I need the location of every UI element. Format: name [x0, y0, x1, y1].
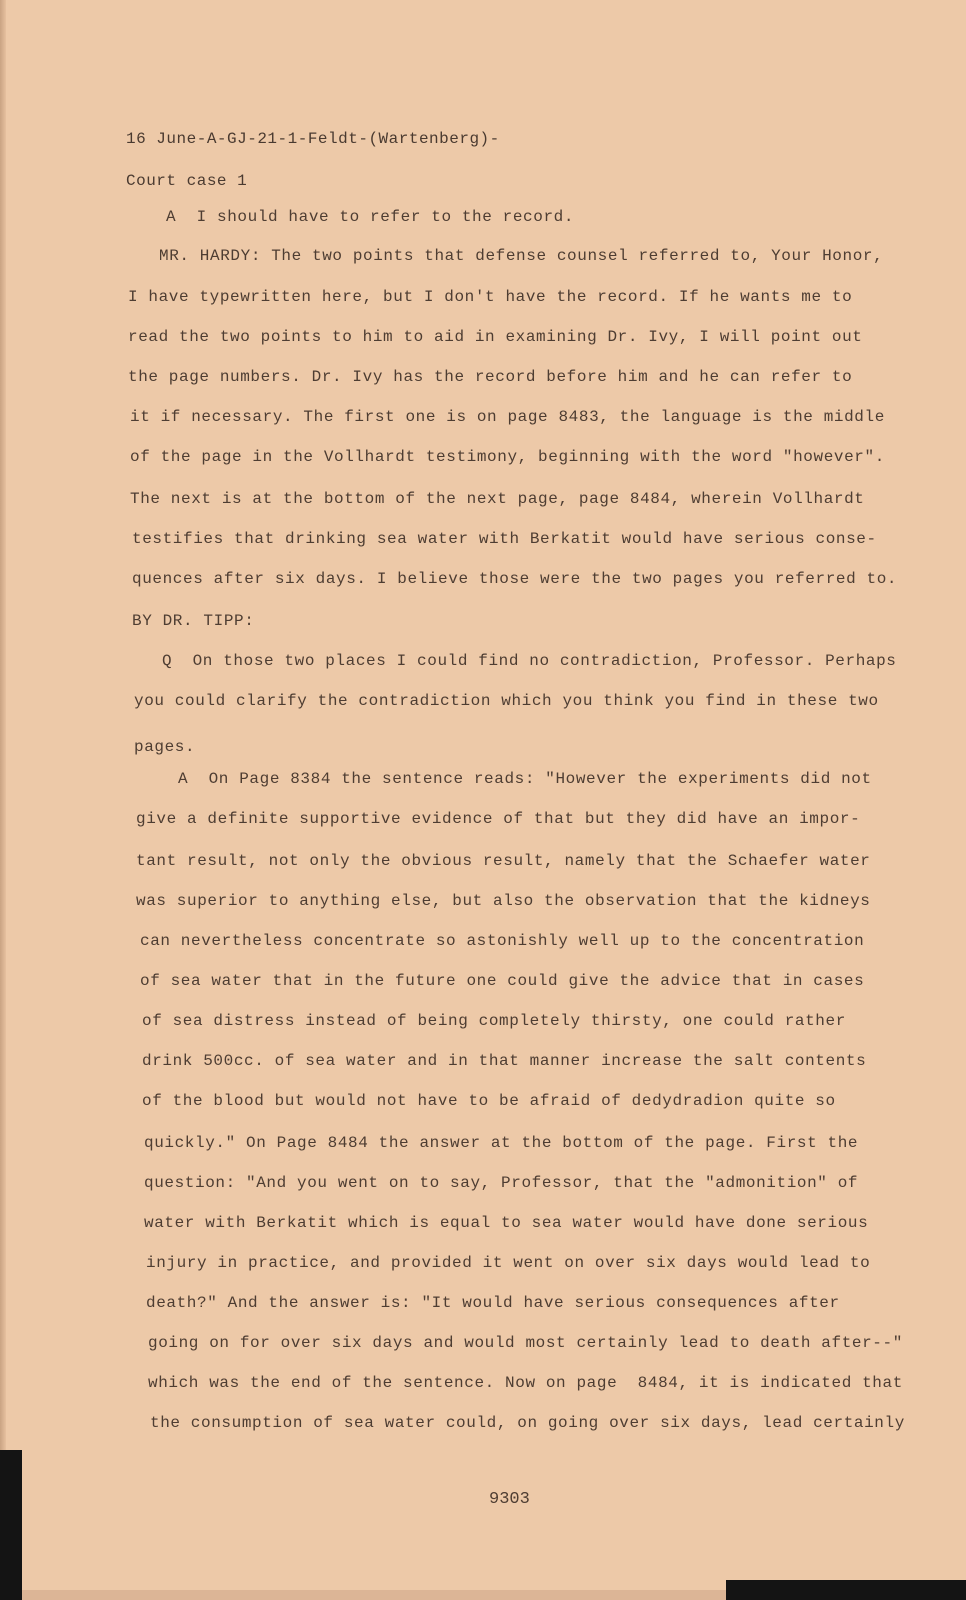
transcript-line: question: "And you went on to say, Professor, that the "admonition" of	[144, 1174, 859, 1192]
transcript-line: quences after six days. I believe those were the two pages you referred to.	[132, 570, 898, 588]
transcript-line: I have typewritten here, but I don't have the record. If he wants me to	[128, 288, 853, 306]
transcript-line: MR. HARDY: The two points that defense counsel referred to, Your Honor,	[159, 247, 884, 265]
transcript-line: of the page in the Vollhardt testimony, beginning with the word "however".	[130, 448, 885, 466]
paper-edge	[0, 0, 6, 1600]
transcript-line: A I should have to refer to the record.	[166, 208, 575, 226]
transcript-line: going on for over six days and would most certainly lead to death after--"	[148, 1334, 903, 1352]
transcript-line: testifies that drinking sea water with Berkatit would have serious conse-	[132, 530, 877, 548]
transcript-line: water with Berkatit which is equal to sea water would have done serious	[144, 1214, 869, 1232]
transcript-line: read the two points to him to aid in examining Dr. Ivy, I will point out	[128, 328, 863, 346]
transcript-line: the page numbers. Dr. Ivy has the record before him and he can refer to	[128, 368, 853, 386]
document-header: 16 June-A-GJ-21-1-Feldt-(Wartenberg)-	[126, 130, 500, 148]
transcript-line: A On Page 8384 the sentence reads: "However the experiments did not	[178, 770, 872, 788]
transcript-line: it if necessary. The first one is on page 8483, the language is the middle	[130, 408, 885, 426]
document-subheader: Court case 1	[126, 172, 248, 190]
transcript-line: can nevertheless concentrate so astonishly well up to the concentration	[140, 932, 865, 950]
transcript-line: Q On those two places I could find no contradiction, Professor. Perhaps	[162, 652, 897, 670]
transcript-line: BY DR. TIPP:	[132, 612, 255, 630]
page-number: 9303	[489, 1490, 530, 1509]
transcript-line: tant result, not only the obvious result, namely that the Schaefer water	[136, 852, 871, 870]
torn-corner-left	[0, 1450, 22, 1600]
transcript-line: drink 500cc. of sea water and in that manner increase the salt contents	[142, 1052, 867, 1070]
transcript-line: give a definite supportive evidence of that but they did have an impor-	[136, 810, 861, 828]
transcript-line: quickly." On Page 8484 the answer at the bottom of the page. First the	[144, 1134, 859, 1152]
transcript-line: which was the end of the sentence. Now on page 8484, it is indicated that	[148, 1374, 903, 1392]
transcript-line: death?" And the answer is: "It would have serious consequences after	[146, 1294, 840, 1312]
transcript-line: of sea distress instead of being completely thirsty, one could rather	[142, 1012, 846, 1030]
transcript-line: of the blood but would not have to be afraid of dedydradion quite so	[142, 1092, 836, 1110]
torn-corner-right	[726, 1580, 966, 1600]
transcript-line: the consumption of sea water could, on going over six days, lead certainly	[150, 1414, 905, 1432]
transcript-line: you could clarify the contradiction which you think you find in these two	[134, 692, 879, 710]
transcript-line: injury in practice, and provided it went on over six days would lead to	[146, 1254, 871, 1272]
transcript-line: of sea water that in the future one could give the advice that in cases	[140, 972, 865, 990]
transcript-line: pages.	[134, 738, 196, 756]
transcript-line: was superior to anything else, but also the observation that the kidneys	[136, 892, 871, 910]
transcript-line: The next is at the bottom of the next page, page 8484, wherein Vollhardt	[130, 490, 865, 508]
